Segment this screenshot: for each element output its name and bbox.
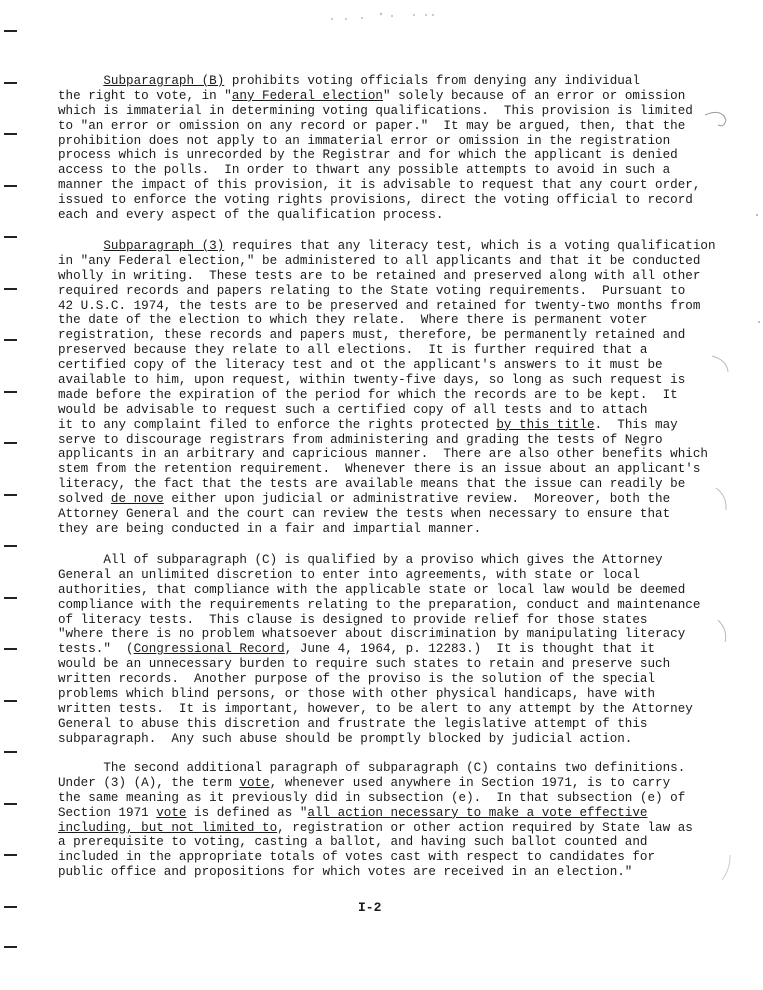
text-segment: preserved because they relate to all elections. It is further required that a [58,343,648,358]
text-segment: " solely because of an error or omission [382,88,686,103]
text-line [58,865,718,880]
text-line [58,776,718,791]
underlined-text: all action necessary to make a vote effective [307,805,648,820]
margin-mark [4,391,17,393]
text-line [58,583,718,598]
text-segment: either upon judicial or administrative review. Moreover, both the [163,492,671,507]
underlined-text: by this title [496,417,595,432]
text-segment: authorities, that compliance with the applicable state or local law would be deemed [58,582,686,597]
text-line [58,687,718,702]
text-line [58,672,718,687]
text-segment: Section 1971 [58,805,157,820]
text-line [58,568,718,583]
text-line [58,193,718,208]
underlined-text: vote [239,775,270,790]
text-line [58,328,718,343]
text-line [58,850,718,865]
page-number: I-2 [358,900,382,915]
paragraph-subparagraph-b [58,74,718,223]
text-segment: the right to vote, in " [58,88,232,103]
text-line [58,239,718,254]
text-line [58,821,718,836]
text-segment: prohibition does not apply to an immaterial error or omission in the registration [58,133,671,148]
text-segment: which is immaterial in determining voting qualifications. This provision is limited [58,103,693,118]
text-line [58,835,718,850]
text-line [58,477,718,492]
margin-mark [4,236,17,238]
text-line [58,598,718,613]
margin-mark [4,854,17,856]
margin-mark [4,545,17,547]
paragraph-definitions [58,761,718,880]
text-segment: subparagraph. Any such abuse should be promptly blocked by judicial action. [58,731,633,746]
text-segment: required records and papers relating to the State voting requirements. Pursuant to [58,283,686,298]
text-segment: 42 U.S.C. 1974, the tests are to be preserved and retained for twenty-two months from [58,298,701,313]
text-line [58,178,718,193]
text-line [58,806,718,821]
text-segment: written tests. It is important, however, to be alert to any attempt by the Attorney [58,701,693,716]
text-line [58,299,718,314]
margin-mark [4,648,17,650]
margin-mark [4,288,17,290]
margin-mark [4,700,17,702]
text-segment: . This may [594,417,678,432]
margin-mark [4,803,17,805]
text-segment: stem from the retention requirement. Whenever there is an issue about an applicant's [58,462,701,477]
text-segment: compliance with the requirements relating to the preparation, conduct and maintenance [58,597,701,612]
text-line [58,462,718,477]
text-segment: wholly in writing. These tests are to be retained and preserved along with all other [58,268,701,283]
margin-mark [4,906,17,908]
text-segment: requires that any literacy test, which is a voting qualification [224,239,716,253]
text-segment: problems which blind persons, or those with other physical handicaps, have with [58,687,656,702]
text-segment: to "an error or omission on any record or paper." It may be argued, then, that the [58,118,686,133]
text-line [58,89,718,104]
text-segment: access to the polls. In order to thwart any possible attempts to avoid in such a [58,163,671,178]
text-line [58,269,718,284]
underlined-text: Subparagraph (B) [103,74,225,88]
paragraph-proviso [58,553,718,747]
text-segment: would be an unnecessary burden to require such states to retain and preserve such [58,657,671,672]
text-line [58,403,718,418]
margin-mark [4,597,17,599]
text-segment: Under (3) (A), the term [58,775,240,790]
text-segment: manner the impact of this provision, it is advisable to request that any court order, [58,178,701,193]
text-segment: , June 4, 1964, p. 12283.) It is thought that it [284,642,656,657]
text-segment: a prerequisite to voting, casting a ballot, and having such ballot counted and [58,835,648,850]
text-line [58,507,718,522]
text-line [58,447,718,462]
text-segment: made before the expiration of the period for which the records are to be kept. It [58,387,678,402]
text-segment: serve to discourage registrars from administering and grading the tests of Negro [58,432,663,447]
text-segment: would be advisable to request such a certified copy of all tests and to attach [58,402,648,417]
text-segment: General to abuse this discretion and frustrate the legislative attempt of this [58,716,648,731]
text-segment: , whenever used anywhere in Section 1971, is to carry [269,775,671,790]
text-segment: it to any complaint filed to enforce the rights protected [58,417,497,432]
text-segment: literacy, the fact that the tests are available means that the issue can readily be [58,477,686,492]
text-segment: process which is unrecorded by the Registrar and for which the applicant is denied [58,148,678,163]
text-line [58,761,718,776]
text-segment: the date of the election to which they relate. Where there is permanent voter [58,313,648,328]
text-segment: applicants in an arbitrary and capricious manner. There are also other benefits which [58,447,708,462]
underlined-text: vote [156,805,187,820]
margin-mark [4,185,17,187]
text-segment: The second additional paragraph of subparagraph (C) contains two definitions. [58,761,686,775]
text-line [58,613,718,628]
text-line [58,388,718,403]
text-line [58,702,718,717]
text-line [58,104,718,119]
text-segment: available to him, upon request, within twenty-five days, so long as such request is [58,373,686,388]
underlined-text: de nove [110,492,164,507]
text-segment: tests." ( [58,642,134,657]
text-segment [58,239,103,253]
margin-mark [4,494,17,496]
text-line [58,313,718,328]
text-segment [58,74,103,88]
text-segment: issued to enforce the voting rights provisions, direct the voting official to record [58,193,693,208]
text-line [58,74,718,89]
text-line [58,791,718,806]
text-segment: included in the appropriate totals of votes cast with respect to candidates for [58,850,656,865]
text-line [58,373,718,388]
text-line [58,284,718,299]
text-line [58,433,718,448]
margin-mark [4,442,17,444]
text-line [58,627,718,642]
text-line [58,254,718,269]
text-segment: Attorney General and the court can review the tests when necessary to ensure that [58,507,671,522]
margin-mark [4,946,17,948]
text-segment: certified copy of the literacy test and ot the applicant's answers to it must be [58,358,663,373]
text-line [58,522,718,537]
text-line [58,492,718,507]
text-line [58,119,718,134]
text-line [58,553,718,568]
text-segment: , registration or other action required by State law as [277,820,693,835]
text-line [58,732,718,747]
margin-mark [4,133,17,135]
margin-mark [4,339,17,341]
margin-mark [4,751,17,753]
underlined-text: Subparagraph (3) [103,239,225,253]
underlined-text: any Federal election [231,88,383,103]
text-line [58,358,718,373]
text-segment: in "any Federal election," be administered to all applicants and that it be conducted [58,253,701,268]
underlined-text: Congressional Record [133,642,285,657]
text-segment: General an unlimited discretion to enter into agreements, with state or local [58,567,640,582]
margin-mark [4,30,17,32]
text-line [58,208,718,223]
text-segment: registration, these records and papers must, therefore, be permanently retained and [58,328,686,343]
text-line [58,163,718,178]
left-margin-hole-marks [4,0,20,990]
text-line [58,343,718,358]
text-segment: they are being conducted in a fair and impartial manner. [58,521,482,536]
text-line [58,134,718,149]
text-segment: "where there is no problem whatsoever about discrimination by manipulating literacy [58,627,686,642]
text-line [58,717,718,732]
text-line [58,148,718,163]
text-segment: of literacy tests. This clause is designed to provide relief for those states [58,612,648,627]
text-line [58,657,718,672]
text-line [58,642,718,657]
text-segment: prohibits voting officials from denying any individual [224,74,640,88]
text-segment: solved [58,492,111,507]
paragraph-subparagraph-3 [58,239,718,537]
underlined-text: including, but not limited to [58,820,278,835]
text-segment: written records. Another purpose of the proviso is the solution of the special [58,672,656,687]
text-segment: the same meaning as it previously did in subsection (e). In that subsection (e) of [58,790,686,805]
text-segment: All of subparagraph (C) is qualified by a proviso which gives the Attorney [58,553,663,567]
text-line [58,418,718,433]
text-segment: each and every aspect of the qualification process. [58,208,444,223]
margin-mark [4,82,17,84]
text-segment: is defined as " [186,805,308,820]
text-segment: public office and propositions for which votes are received in an election." [58,865,633,880]
